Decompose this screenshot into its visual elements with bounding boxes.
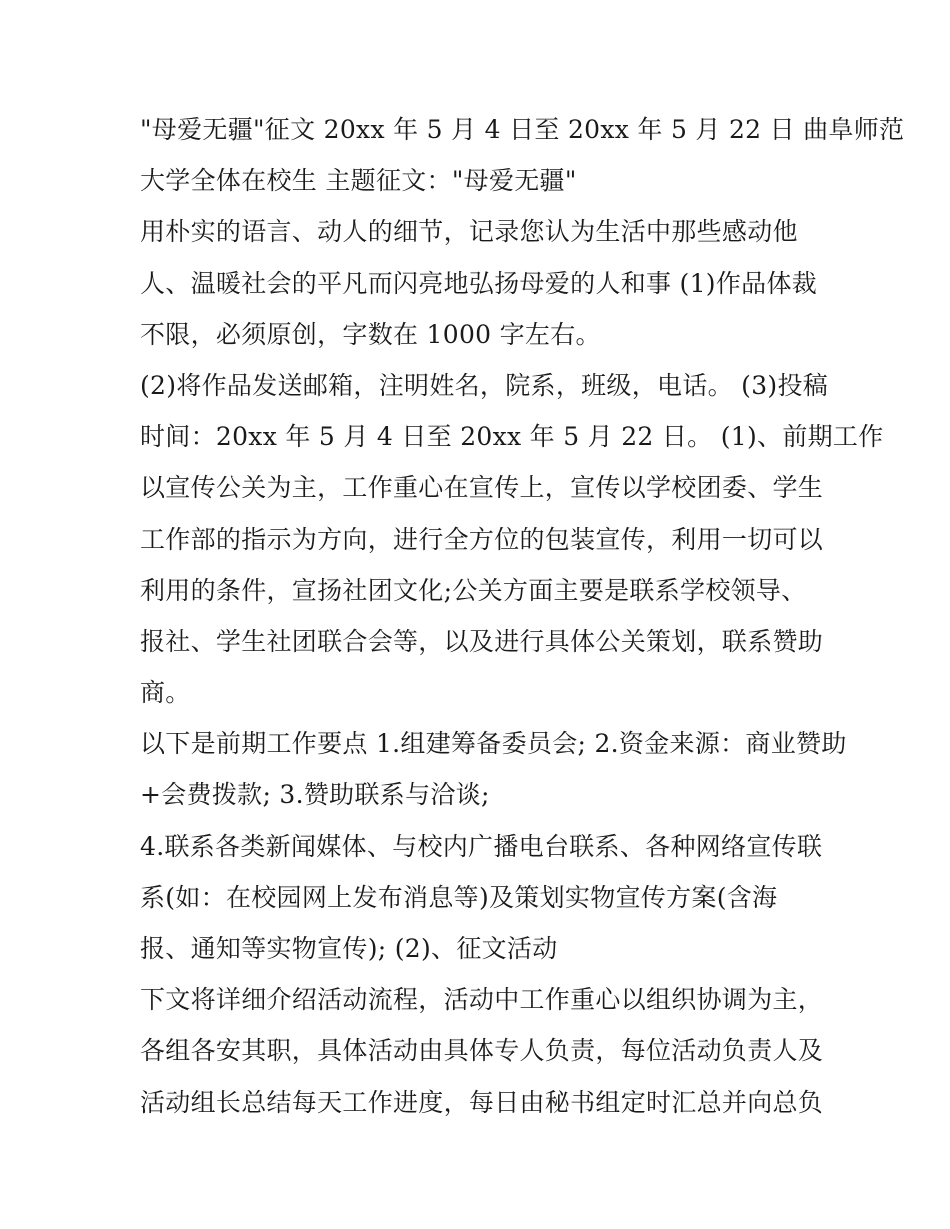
text-line: 系(如：在校园网上发布消息等)及策划实物宣传方案(含海 [140, 882, 778, 912]
text-line: 利用的条件，宣扬社团文化;公关方面主要是联系学校领导、 [140, 575, 807, 605]
text-line: 下文将详细介绍活动流程，活动中工作重心以组织协调为主， [140, 985, 824, 1015]
text-line: 活动组长总结每天工作进度，每日由秘书组定时汇总并向总负 [140, 1087, 824, 1117]
text-line: 工作部的指示为方向，进行全方位的包装宣传，利用一切可以 [140, 524, 824, 554]
text-line: 商。 [140, 678, 191, 708]
text-line: 4.联系各类新闻媒体、与校内广播电台联系、各种网络宣传联 [140, 831, 823, 861]
text-line: 各组各安其职，具体活动由具体专人负责，每位活动负责人及 [140, 1036, 824, 1066]
body-text [140, 104, 905, 1128]
text-line: 大学全体在校生 主题征文："母爱无疆" [140, 166, 577, 196]
text-line: 不限，必须原创，字数在 1000 字左右。 [140, 319, 601, 349]
text-line: 人、温暖社会的平凡而闪亮地弘扬母爱的人和事 (1)作品体裁 [140, 268, 818, 298]
text-line: 以下是前期工作要点 1.组建筹备委员会; 2.资金来源：商业赞助 [140, 729, 847, 759]
text-line: 时间：20xx 年 5 月 4 日至 20xx 年 5 月 22 日。 (1)、前期工作 [140, 422, 884, 452]
text-line: 报社、学生社团联合会等，以及进行具体公关策划，联系赞助 [140, 626, 824, 656]
text-line: 用朴实的语言、动人的细节，记录您认为生活中那些感动他 [140, 217, 798, 247]
text-line: +会费拨款; 3.赞助联系与洽谈; [140, 780, 490, 810]
text-line: 以宣传公关为主，工作重心在宣传上，宣传以学校团委、学生 [140, 473, 824, 503]
text-line: "母爱无疆"征文 20xx 年 5 月 4 日至 20xx 年 5 月 22 日 曲阜师范 [140, 115, 905, 144]
text-line: (2)将作品发送邮箱，注明姓名，院系，班级，电话。 (3)投稿 [140, 370, 829, 400]
text-line: 报、通知等实物宣传); (2)、征文活动 [140, 934, 558, 963]
